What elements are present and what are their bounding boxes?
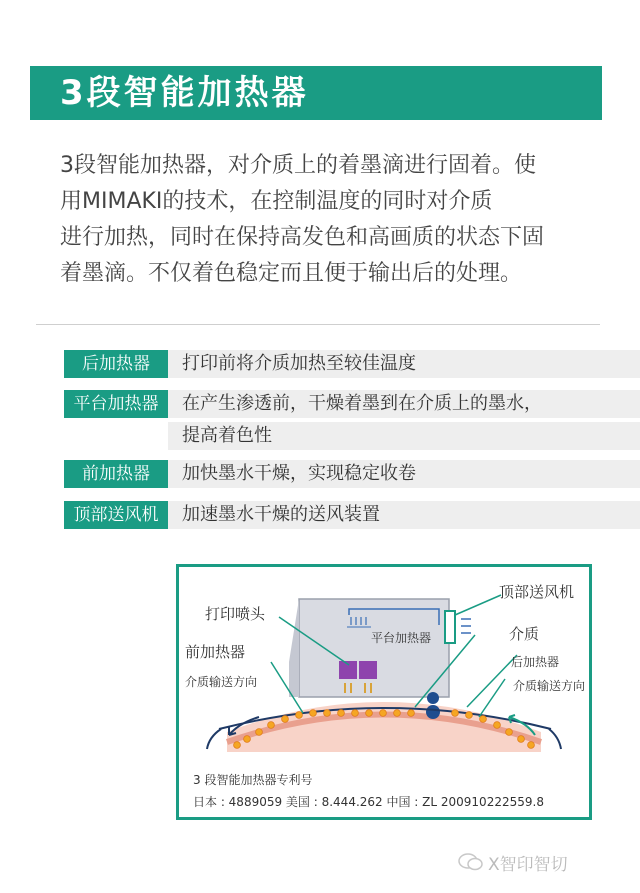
feature-desc: [168, 422, 640, 450]
label-top-fan: 顶部送风机: [499, 583, 575, 601]
intro-line: 着墨滴。不仅着色稳定而且便于输出后的处理。: [60, 261, 523, 286]
feature-desc-text: 加速墨水干燥的送风装置: [182, 504, 380, 525]
title-bar: [30, 66, 602, 120]
label-media-direction-right: 介质输送方向: [513, 679, 586, 693]
feature-desc: [168, 501, 640, 529]
feature-label: 平台加热器: [64, 390, 168, 418]
intro-paragraph: [60, 148, 600, 292]
feature-label: 前加热器: [64, 460, 168, 488]
intro-line: 进行加热，同时在保持高发色和高画质的状态下固: [60, 225, 545, 250]
label-platen-heater: 平台加热器: [371, 631, 432, 645]
feature-desc-text: 加快墨水干燥，实现稳定收卷: [182, 463, 416, 484]
intro-line: 用MIMAKI的技术，在控制温度的同时对介质: [60, 189, 493, 214]
feature-desc-text: 在产生渗透前，干燥着墨到在介质上的墨水，: [182, 393, 542, 414]
patent-title: 3 段智能加热器专利号: [193, 773, 313, 787]
label-rear-heater: 后加热器: [511, 655, 560, 669]
feature-label: 顶部送风机: [64, 501, 168, 529]
feature-desc: [168, 390, 640, 418]
label-media-direction-left: 介质输送方向: [185, 675, 258, 689]
feature-desc: [168, 460, 640, 488]
feature-desc: [168, 350, 640, 378]
label-media: 介质: [509, 625, 540, 643]
watermark: X智印智切: [488, 855, 568, 875]
feature-desc-text: 提高着色性: [182, 425, 272, 446]
page-title: 3段智能加热器: [60, 73, 309, 113]
feature-label: 后加热器: [64, 350, 168, 378]
label-print-head: 打印喷头: [205, 605, 266, 623]
divider: [36, 324, 600, 325]
label-front-heater: 前加热器: [185, 643, 246, 661]
patent-numbers: 日本 : 4889059 美国 : 8.444.262 中国 : ZL 200910222559.8: [193, 795, 544, 809]
wechat-icon: [458, 852, 484, 872]
feature-desc-text: 打印前将介质加热至较佳温度: [182, 353, 416, 374]
intro-line: 3段智能加热器，对介质上的着墨滴进行固着。使: [60, 153, 536, 178]
heater-diagram: [176, 564, 592, 820]
